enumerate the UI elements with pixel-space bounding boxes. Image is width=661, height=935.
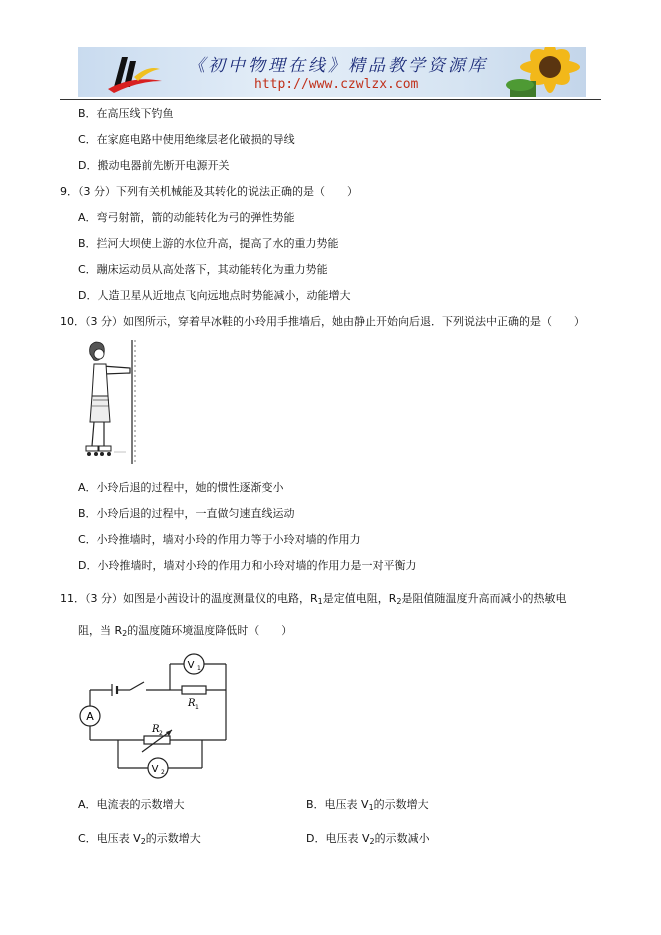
- banner-url[interactable]: http://www.czwlzx.com: [254, 77, 419, 92]
- q9-stem: 9．（3 分）下列有关机械能及其转化的说法正确的是（ ）: [60, 185, 358, 198]
- q11-option-a: A．电流表的示数增大: [78, 798, 185, 811]
- header-banner: [78, 47, 586, 97]
- banner-title: 《初中物理在线》精品教学资源库: [188, 56, 488, 76]
- svg-text:2: 2: [159, 730, 163, 737]
- q11-option-b: B．电压表 $V_1$的示数增大: [306, 798, 429, 812]
- q10-option-d: D．小玲推墙时，墙对小玲的作用力和小玲对墙的作用力是一对平衡力: [78, 559, 417, 572]
- q10-option-a: A．小玲后退的过程中，她的惯性逐渐变小: [78, 481, 284, 494]
- q8-option-d: D．搬动电器前先断开电源开关: [78, 159, 230, 172]
- q9-option-d: D．人造卫星从近地点飞向远地点时势能减小，动能增大: [78, 289, 351, 302]
- skater-pushing-wall-figure: [82, 340, 138, 464]
- q10-option-b: B．小玲后退的过程中，一直做匀速直线运动: [78, 507, 295, 520]
- q9-option-c: C．蹦床运动员从高处落下，其动能转化为重力势能: [78, 263, 328, 276]
- q9-option-a: A．弯弓射箭，箭的动能转化为弓的弹性势能: [78, 211, 295, 224]
- voltmeter-v1-label: V: [187, 660, 195, 671]
- ammeter-label: A: [86, 710, 94, 723]
- q11-stem-line-2: 阻，当 $R_2$的温度随环境温度降低时（ ）: [78, 624, 293, 638]
- q11-option-c: C．电压表 $V_2$的示数增大: [78, 832, 201, 846]
- circuit-diagram: [74, 648, 234, 782]
- site-logo-icon: [104, 51, 164, 93]
- q8-option-c: C．在家庭电路中使用绝缘层老化破损的导线: [78, 133, 295, 146]
- resistor-r1-label: R: [188, 698, 196, 709]
- header-rule: [60, 99, 601, 100]
- sunflower-icon: [496, 47, 586, 97]
- q10-option-c: C．小玲推墙时，墙对小玲的作用力等于小玲对墙的作用力: [78, 533, 361, 546]
- svg-text:1: 1: [197, 665, 201, 672]
- q10-stem: 10．（3 分）如图所示，穿着早冰鞋的小玲用手推墙后，她由静止开始向后退．下列说法中正确的是（ ）: [60, 315, 585, 328]
- q8-option-b: B．在高压线下钓鱼: [78, 107, 174, 120]
- q11-option-d: D．电压表 $V_2$的示数减小: [306, 832, 430, 846]
- svg-text:2: 2: [161, 769, 165, 776]
- q11-stem-line-1: 11．（3 分）如图是小茜设计的温度测量仪的电路，$R_1$是定值电阻，$R_2$是阻值随温度升高而减小的热敏电: [60, 592, 567, 606]
- voltmeter-v2-label: V: [151, 764, 159, 775]
- q9-option-b: B．拦河大坝使上游的水位升高，提高了水的重力势能: [78, 237, 339, 250]
- resistor-r2-label: R: [152, 724, 160, 735]
- svg-text:1: 1: [195, 704, 199, 711]
